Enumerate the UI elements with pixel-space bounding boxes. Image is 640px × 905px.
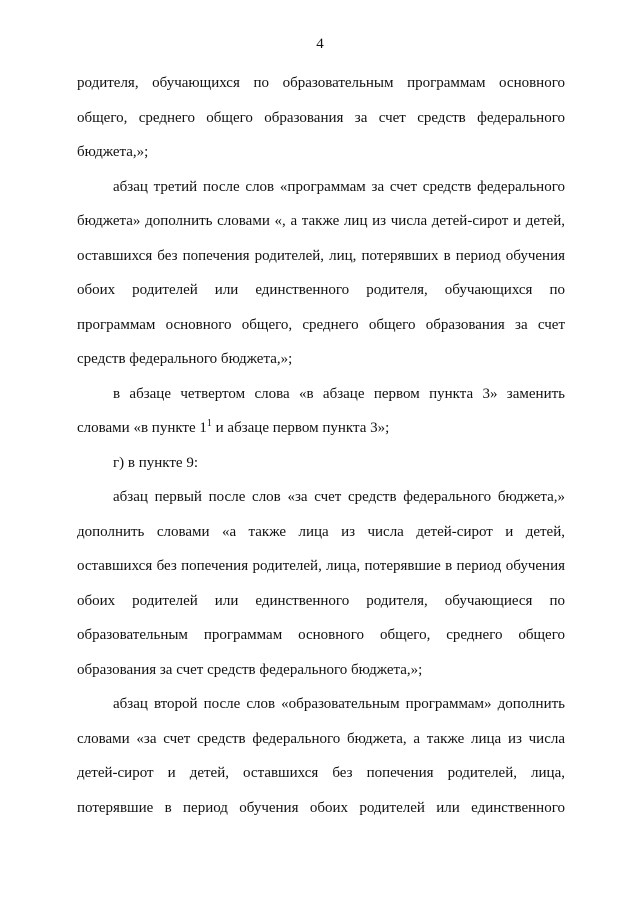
text-line: образовательным программам основного общего, среднего общего bbox=[77, 627, 565, 643]
text-fragment: и абзаце первом пункта 3»; bbox=[211, 420, 390, 436]
text-line: оставшихся без попечения родителей, лица, потерявшие в период обучения bbox=[77, 558, 565, 574]
text-line: родителя, обучающихся по образовательным программам основного bbox=[77, 75, 565, 91]
text-line: обоих родителей или единственного родителя, обучающиеся по bbox=[77, 592, 565, 609]
text-line: потерявшие в период обучения обоих родителей или единственного bbox=[77, 799, 565, 816]
text-line: дополнить словами «а также лица из числа детей-сирот и детей, bbox=[77, 523, 565, 540]
text-line: абзац второй после слов «образовательным программам» дополнить bbox=[113, 696, 565, 712]
text-line: оставшихся без попечения родителей, лиц, потерявших в период обучения bbox=[77, 247, 565, 264]
document-body bbox=[77, 66, 565, 825]
text-line: в абзаце четвертом слова «в абзаце первом пункта 3» заменить bbox=[113, 385, 565, 402]
text-line: средств федерального бюджета,»; bbox=[77, 351, 293, 367]
text-line bbox=[77, 411, 565, 446]
text-line: бюджета,»; bbox=[77, 144, 149, 160]
text-line: абзац третий после слов «программам за счет средств федерального bbox=[113, 178, 565, 195]
text-line: программам основного общего, среднего общего образования за счет bbox=[77, 316, 565, 333]
text-line: г) в пункте 9: bbox=[113, 454, 199, 471]
text-line: бюджета» дополнить словами «, а также лиц из числа детей-сирот и детей, bbox=[77, 213, 565, 229]
text-line: общего, среднего общего образования за счет средств федерального bbox=[77, 109, 565, 126]
text-line: абзац первый после слов «за счет средств федерального бюджета,» bbox=[113, 489, 565, 505]
text-line: образования за счет средств федерального бюджета,»; bbox=[77, 661, 423, 678]
text-line: обоих родителей или единственного родителя, обучающихся по bbox=[77, 282, 565, 298]
text-line: детей-сирот и детей, оставшихся без попечения родителей, лица, bbox=[77, 765, 565, 781]
text-line: словами «за счет средств федерального бюджета, а также лица из числа bbox=[77, 730, 565, 747]
superscript: 1 bbox=[206, 418, 212, 429]
text-fragment: словами «в пункте 1 bbox=[77, 420, 207, 436]
page-number: 4 bbox=[316, 36, 324, 52]
